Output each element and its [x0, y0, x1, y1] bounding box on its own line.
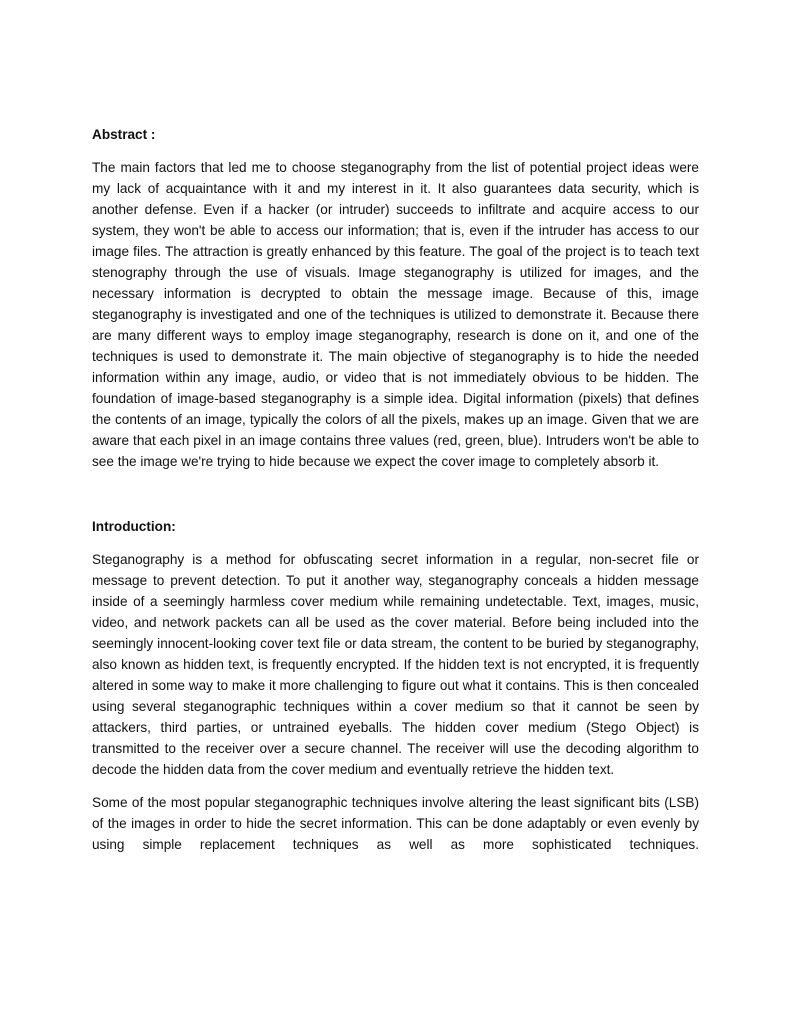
introduction-paragraph-2: Some of the most popular steganographic techniques involve altering the least significant bits (LSB) of the images in order to hide the secret information. This can be done adaptably or even evenly by using simple replacement techniques as well as more sophisticated techniques. — [92, 795, 699, 852]
abstract-paragraph: The main factors that led me to choose steganography from the list of potential project ideas were my lack of acquaintance with it and my interest in it. It also guarantees data security, which is another defense. Even if a hacker (or intruder) succeeds to infiltrate and acquire access to our system, they won't be able to access our information; that is, even if the intruder has access to our image files. The attraction is greatly enhanced by this feature. The goal of the project is to teach text stenography through the use of visuals. Image steganography is utilized for images, and the necessary information is decrypted to obtain the message image. Because of this, image steganography is investigated and one of the techniques is utilized to demonstrate it. Because there are many different ways to employ image steganography, research is done on it, and one of the techniques is used to demonstrate it. The main objective of steganography is to hide the needed information within any image, audio, or video that is not immediately obvious to be hidden. The foundation of image-based steganography is a simple idea. Digital information (pixels) that defines the contents of an image, typically the colors of all the pixels, makes up an image. Given that we are aware that each pixel in an image contains three values (red, green, blue). Intruders won't be able to see the image we're trying to hide because we expect the cover image to completely absorb it. — [92, 160, 699, 469]
introduction-paragraph-1: Steganography is a method for obfuscating secret information in a regular, non-secret file or message to prevent detection. To put it another way, steganography conceals a hidden message inside of a seemingly harmless cover medium while remaining undetectable. Text, images, music, video, and network packets can all be used as the cover material. Before being included into the seemingly innocent-looking cover text file or data stream, the content to be buried by steganography, also known as hidden text, is frequently encrypted. If the hidden text is not encrypted, it is frequently altered in some way to make it more challenging to figure out what it contains. This is then concealed using several steganographic techniques within a cover medium so that it cannot be seen by attackers, third parties, or untrained eyeballs. The hidden cover medium (Stego Object) is transmitted to the receiver over a secure channel. The receiver will use the decoding algorithm to decode the hidden data from the cover medium and eventually retrieve the hidden text. — [92, 552, 699, 777]
abstract-heading: Abstract : — [92, 127, 156, 142]
introduction-heading: Introduction: — [92, 519, 176, 534]
section-spacer — [92, 484, 699, 517]
document-body — [92, 125, 699, 867]
